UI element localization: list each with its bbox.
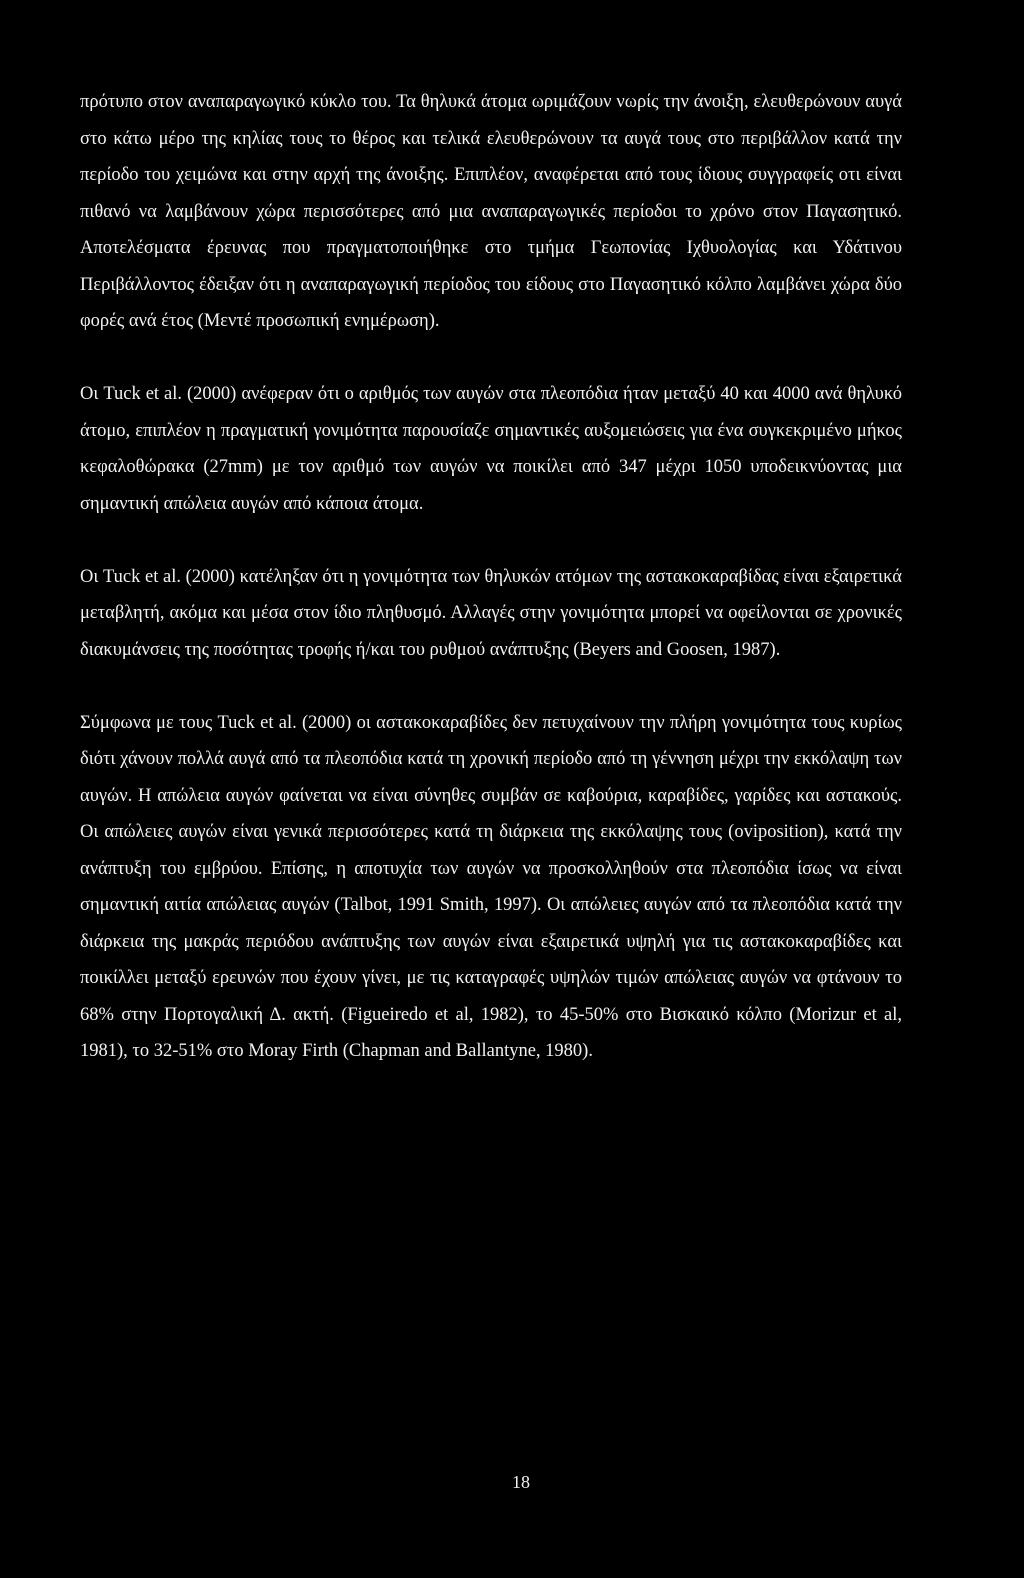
page-number: [0, 1472, 1024, 1493]
paragraph-egg-count: Οι Tuck et al. (2000) ανέφεραν ότι ο αριθμός των αυγών στα πλεοπόδια ήταν μεταξύ 40 και 4000 ανά θηλυκό άτομο, επιπλέον η πραγματική γονιμότητα παρουσίαζε σημαντικές αυξομειώσεις για ένα συγκεκριμένο μήκος κεφαλοθώρακα (27mm) με τον αριθμό των αυγών να ποικίλει από 347 μέχρι 1050 υποδεικνύοντας μια σημαντική απώλεια αυγών από κάποια άτομα.: [80, 384, 902, 514]
page-number-text: 18: [512, 1472, 530, 1492]
document-body: [80, 84, 902, 1070]
paragraph-egg-loss: Σύμφωνα με τους Tuck et al. (2000) οι αστακοκαραβίδες δεν πετυχαίνουν την πλήρη γονιμότητα τους κυρίως διότι χάνουν πολλά αυγά από τα πλεοπόδια κατά τη χρονική περίοδο από τη γέννηση μέχρι την εκκόλαψη των αυγών. Η απώλεια αυγών φαίνεται να είναι σύνηθες συμβάν σε καβούρια, καραβίδες, γαρίδες και αστακούς. Οι απώλειες αυγών είναι γενικά περισσότερες κατά τη διάρκεια της εκκόλαψης τους (oviposition), κατά την ανάπτυξη του εμβρύου. Επίσης, η αποτυχία των αυγών να προσκολληθούν στα πλεοπόδια ίσως να είναι σημαντική αιτία απώλειας αυγών (Talbot, 1991 Smith, 1997). Οι απώλειες αυγών από τα πλεοπόδια κατά την διάρκεια της μακράς περιόδου ανάπτυξης των αυγών είναι εξαιρετικά υψηλή για τις αστακοκαραβίδες και ποικίλλει μεταξύ ερευνών που έχουν γίνει, με τις καταγραφές υψηλών τιμών απώλειας αυγών να φτάνουν το 68% στην Πορτογαλική Δ. ακτή. (Figueiredo et al, 1982), το 45-50% στο Βισκαικό κόλπο (Morizur et al, 1981), το 32-51% στο Moray Firth (Chapman and Ballantyne, 1980).: [80, 712, 902, 1061]
paragraph-fecundity-variability: Οι Tuck et al. (2000) κατέληξαν ότι η γονιμότητα των θηλυκών ατόμων της αστακοκαραβίδας είναι εξαιρετικά μεταβλητή, ακόμα και μέσα στον ίδιο πληθυσμό. Αλλαγές στην γονιμότητα μπορεί να οφείλονται σε χρονικές διακυμάνσεις της ποσότητας τροφής ή/και του ρυθμού ανάπτυξης (Beyers and Goosen, 1987).: [80, 566, 902, 660]
paragraph-reproductive-cycle: πρότυπο στον αναπαραγωγικό κύκλο του. Τα θηλυκά άτομα ωριμάζουν νωρίς την άνοιξη, ελευθερώνουν αυγά στο κάτω μέρο της κηλίας τους το θέρος και τελικά ελευθερώνουν τα αυγά τους στο περιβάλλον κατά την περίοδο του χειμώνα και στην αρχή της άνοιξης. Επιπλέον, αναφέρεται από τους ίδιους συγγραφείς οτι είναι πιθανό να λαμβάνουν χώρα περισσότερες από μια αναπαραγωγικές περίοδοι το χρόνο στον Παγασητικό. Αποτελέσματα έρευνας που πραγματοποιήθηκε στο τμήμα Γεωπονίας Ιχθυολογίας και Υδάτινου Περιβάλλοντος έδειξαν ότι η αναπαραγωγική περίοδος του είδους στο Παγασητικό κόλπο λαμβάνει χώρα δύο φορές ανά έτος (Μεντέ προσωπική ενημέρωση).: [80, 92, 902, 331]
